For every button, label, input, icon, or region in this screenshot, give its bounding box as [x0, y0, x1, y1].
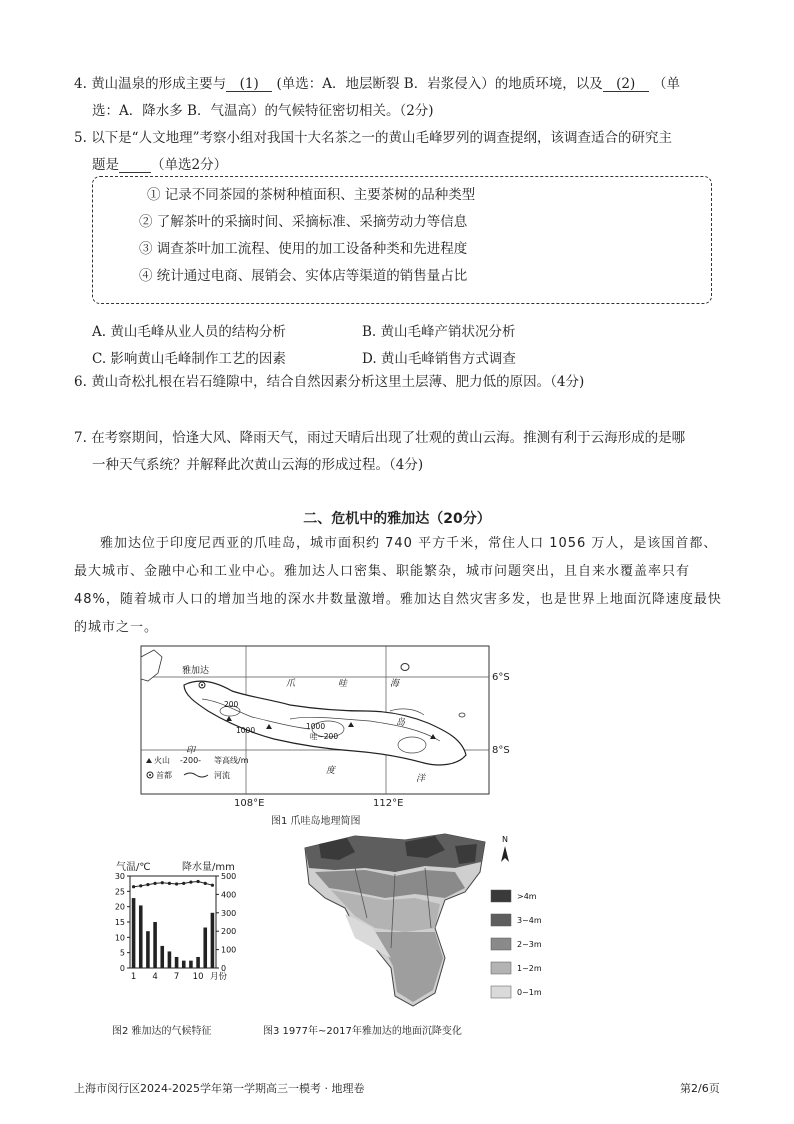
- q6-text: 黄山奇松扎根在岩石缝隙中，结合自然因素分析这里土层薄、肥力低的原因。（4分): [91, 374, 585, 390]
- q7-number: 7.: [74, 430, 87, 446]
- q7-line2: 一种天气系统？并解释此次黄山云海的形成过程。（4分): [92, 457, 424, 473]
- java-map: [140, 645, 490, 795]
- island-char: 岛: [396, 718, 406, 728]
- q5-line1: [74, 131, 672, 145]
- q4-blank1[interactable]: [226, 77, 272, 92]
- x-axis-unit-label: 月份: [210, 972, 228, 982]
- sea-char-1: 爪: [286, 679, 296, 689]
- temperature-point: [161, 881, 164, 884]
- q5-number: 5.: [74, 130, 87, 146]
- climate-left-axis-title: 气温/℃: [116, 862, 151, 873]
- map-label-jakarta: 雅加达: [182, 666, 210, 676]
- q5-text-2a: 题是: [92, 157, 119, 173]
- outline-item-2: ② 了解茶叶的采摘时间、采摘标准、采摘劳动力等信息: [139, 214, 468, 230]
- precip-bar: [189, 961, 193, 968]
- precip-bar: [175, 957, 179, 968]
- footer-page-number: 第2/6页: [680, 1082, 720, 1095]
- sea-char-3: 海: [390, 679, 400, 689]
- q5-text-2b: （单选2分）: [151, 157, 228, 173]
- precip-bar: [168, 951, 172, 968]
- x-axis-tick-label: 7: [173, 972, 180, 982]
- q5-text: 以下是“人文地理”考察小组对我国十大名茶之一的黄山毛峰罗列的调查提纲，该调查适合的研究主: [91, 130, 672, 146]
- subsidence-map: [295, 828, 565, 1018]
- q4-text-part1: 黄山温泉的形成主要与: [91, 76, 227, 92]
- legend-swatch-2-3m: [491, 938, 511, 950]
- section2-paragraph: 雅加达位于印度尼西亚的爪哇岛，城市面积约 740 平方千米，常住人口 1056 万人，是该国首都、最大城市、金融中心和工业中心。雅加达人口密集、职能繁杂，城市问题突出，且自来水覆盖率只有48%，随着城市人口的增加当地的深水井数量激增。雅加达自然灾害多发，也是世界上地面沉降速度最快的城市之一。: [74, 536, 722, 635]
- temperature-point: [153, 882, 156, 885]
- ocean-char-3: 洋: [416, 774, 426, 784]
- temperature-point: [168, 882, 171, 885]
- contour-label-1000a: 1000: [306, 722, 326, 731]
- contour-label-200b: 哇~200: [310, 732, 339, 741]
- legend-label-2-3m: 2~3m: [517, 940, 542, 949]
- temperature-point: [182, 882, 185, 885]
- q7-line1: [74, 431, 685, 445]
- contour-label-1000b: 1000: [236, 726, 256, 735]
- section2-title: 二、危机中的雅加达（20分）: [303, 511, 491, 527]
- fig3-caption: 图3 1977年~2017年雅加达的地面沉降变化: [263, 1026, 462, 1037]
- temperature-point: [175, 882, 178, 885]
- legend-swatch-0-1m: [491, 986, 511, 998]
- precip-bar: [182, 961, 186, 968]
- legend-river-label: 河流: [214, 771, 230, 780]
- legend-contour-sample: -200-: [180, 756, 202, 765]
- q5-blank[interactable]: [119, 158, 151, 173]
- climate-plot-frame: [130, 876, 216, 968]
- legend-label-0-1m: 0~1m: [517, 988, 542, 997]
- precip-bar: [132, 898, 136, 968]
- q5-option-c[interactable]: C. 影响黄山毛峰制作工艺的因素: [92, 351, 286, 367]
- q5-option-d[interactable]: D. 黄山毛峰销售方式调查: [362, 351, 516, 367]
- q4-line1: [74, 77, 680, 92]
- q5-option-a[interactable]: A. 黄山毛峰从业人员的结构分析: [92, 324, 286, 340]
- precip-bar: [211, 913, 215, 968]
- temperature-point: [146, 883, 149, 886]
- north-label: N: [502, 835, 508, 844]
- right-axis-tick-label: 400: [221, 890, 237, 900]
- left-axis-tick-label: 25: [114, 887, 125, 897]
- left-axis-tick-label: 5: [119, 948, 125, 958]
- q7-text: 在考察期间，恰逢大风、降雨天气，雨过天晴后出现了壮观的黄山云海。推测有利于云海形成的是哪: [91, 430, 686, 446]
- temperature-line: [134, 882, 213, 887]
- precip-bar: [196, 957, 200, 968]
- legend-contour-label: 等高线/m: [214, 756, 249, 765]
- footer-left: 上海市闵行区2024-2025学年第一学期高三一模考 · 地理卷: [74, 1082, 365, 1095]
- outline-item-4: ④ 统计通过电商、展销会、实体店等渠道的销售量占比: [139, 268, 468, 284]
- right-axis-tick-label: 0: [221, 964, 227, 973]
- legend-swatch-1-2m: [491, 962, 511, 974]
- lat-6s: 6°S: [492, 672, 510, 683]
- lon-108e: 108°E: [234, 798, 265, 809]
- legend-capital-label: 首都: [156, 771, 172, 780]
- left-axis-tick-label: 10: [114, 933, 125, 943]
- precip-bar: [139, 905, 143, 968]
- climate-chart: [108, 870, 248, 1000]
- left-axis-tick-label: 15: [114, 918, 125, 927]
- q4-text-part3: （单: [653, 76, 681, 92]
- sea-char-2: 哇: [338, 679, 348, 689]
- precip-bar: [153, 922, 157, 968]
- left-axis-tick-label: 30: [114, 872, 125, 881]
- precip-bar: [203, 928, 207, 968]
- climate-right-axis-title: 降水量/mm: [182, 862, 235, 873]
- x-axis-tick-label: 4: [152, 972, 158, 982]
- q6: [74, 375, 584, 389]
- north-arrow-icon: [501, 846, 509, 862]
- ocean-char-2: 度: [326, 766, 336, 776]
- q4-number: 4.: [74, 76, 87, 92]
- legend-label-1-2m: 1~2m: [517, 964, 542, 973]
- legend-swatch-3-4m: [491, 914, 511, 926]
- contour-label-200: 200: [224, 700, 239, 709]
- temperature-point: [211, 884, 214, 887]
- legend-swatch-over-4m: [491, 890, 511, 902]
- temperature-point: [132, 885, 135, 888]
- q4-blank2-label: (2): [616, 76, 636, 92]
- legend-label-over-4m: >4m: [517, 892, 537, 901]
- temperature-point: [196, 880, 199, 883]
- survey-outline-box: [92, 176, 712, 304]
- temperature-point: [139, 884, 142, 887]
- right-axis-tick-label: 500: [221, 872, 237, 881]
- outline-item-1: ① 记录不同茶园的茶树种植面积、主要茶树的品种类型: [147, 187, 476, 203]
- left-axis-tick-label: 20: [114, 902, 125, 912]
- right-axis-tick-label: 300: [221, 908, 237, 918]
- q5-option-b[interactable]: B. 黄山毛峰产销状况分析: [362, 324, 516, 340]
- lat-8s: 8°S: [492, 745, 510, 756]
- q6-number: 6.: [74, 374, 87, 390]
- right-axis-tick-label: 100: [221, 945, 237, 955]
- precip-bar: [146, 931, 150, 968]
- left-axis-tick-label: 0: [119, 964, 125, 973]
- q4-line2: 选：A．降水多 B．气温高）的气候特征密切相关。（2分): [92, 103, 434, 119]
- q4-text-part2: (单选：A．地层断裂 B．岩浆侵入）的地质环境，以及: [276, 76, 603, 92]
- temperature-point: [204, 882, 207, 885]
- fig2-caption: 图2 雅加达的气候特征: [112, 1026, 212, 1037]
- x-axis-tick-label: 10: [192, 972, 204, 982]
- ocean-char-1: 印: [186, 746, 196, 756]
- q4-blank1-label: (1): [239, 76, 259, 92]
- legend-label-3-4m: 3~4m: [517, 916, 542, 925]
- fig1-caption: 图1 爪哇岛地理简图: [271, 816, 361, 827]
- q4-blank2[interactable]: [603, 77, 649, 92]
- outline-item-3: ③ 调查茶叶加工流程、使用的加工设备种类和先进程度: [139, 241, 468, 257]
- x-axis-tick-label: 1: [130, 972, 137, 982]
- lon-112e: 112°E: [373, 798, 404, 809]
- legend-volcano-label: 火山: [154, 756, 170, 765]
- temperature-point: [189, 881, 192, 884]
- precip-bar: [160, 946, 164, 968]
- right-axis-tick-label: 200: [221, 927, 237, 937]
- q5-line2: [92, 158, 227, 173]
